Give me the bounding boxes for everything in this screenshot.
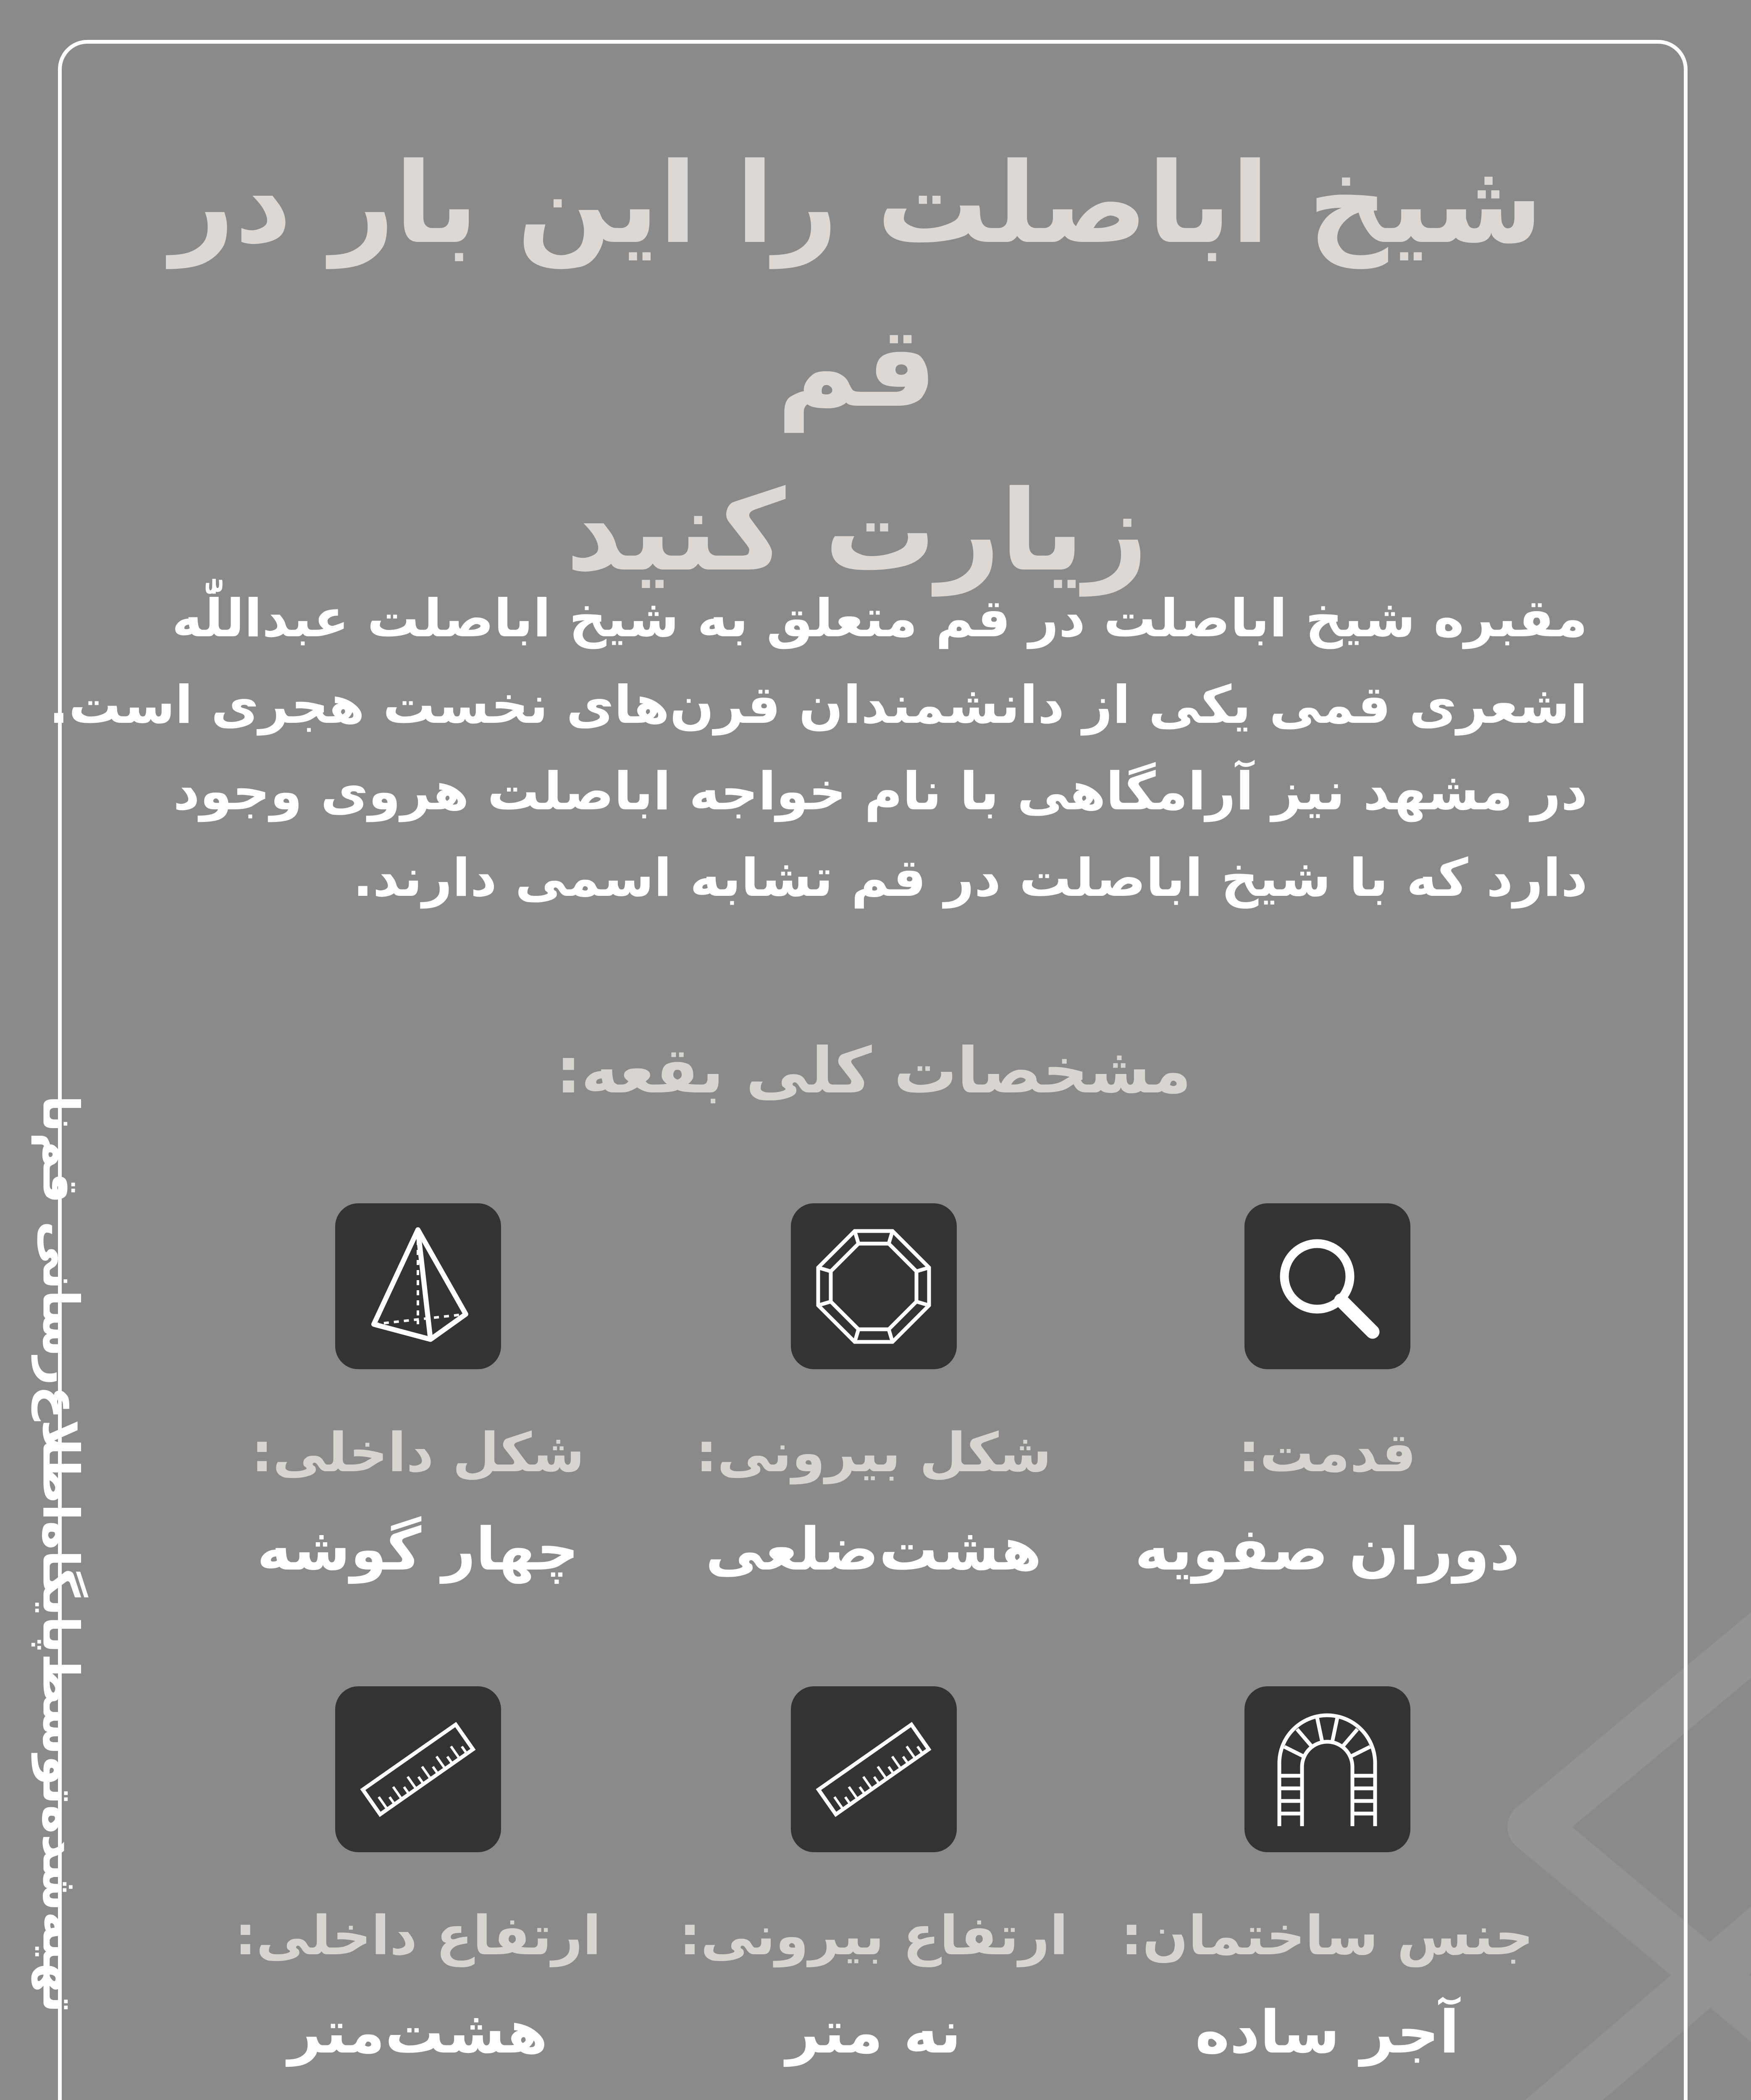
intro-line: در مشهد نیز آرامگاهی با نام خواجه اباصلت هروی وجود	[173, 761, 1588, 822]
spec-value: هشت‌متر	[288, 1998, 548, 2067]
spec-inner-shape	[208, 1203, 628, 1592]
spec-material	[1117, 1686, 1537, 2075]
pyramid-icon	[355, 1223, 481, 1349]
page-title	[109, 122, 1604, 613]
ruler-icon	[355, 1706, 481, 1832]
octagon-icon	[811, 1223, 937, 1349]
brick-arch-icon	[1264, 1706, 1390, 1832]
spec-value: دوران صفویه	[1134, 1515, 1520, 1584]
spec-outer-height	[664, 1686, 1084, 2075]
spec-icon-tile	[791, 1203, 957, 1369]
section-title: مشخصات کلی بقعه:	[556, 1034, 1192, 1108]
spec-age	[1117, 1203, 1537, 1592]
spec-label: شکل داخلی:	[251, 1422, 585, 1484]
spec-label: ارتفاع بیرونی:	[679, 1905, 1068, 1967]
spec-value: نه متر	[786, 1998, 961, 2067]
spec-label: جنس ساختمان:	[1121, 1905, 1534, 1967]
spec-outer-shape	[664, 1203, 1084, 1592]
intro-line: مقبره شیخ اباصلت در قم متعلق به شیخ اباصلت عبداللّٰه	[172, 588, 1588, 649]
spec-label: شکل بیرونی:	[696, 1422, 1052, 1484]
title-line-1: شیخ اباصلت را این بار در قم	[171, 139, 1543, 432]
spec-value: آجر ساده	[1195, 1998, 1460, 2067]
intro-line: دارد که با شیخ اباصلت در قم تشابه اسمی دارند.	[353, 848, 1588, 908]
side-credit	[19, 1092, 103, 2016]
side-credit-text: تهیه‌شده‌توسط‌پایگاه‌اطلاع‌رسانی قم‌نا	[32, 1095, 90, 2013]
spec-icon-tile	[1244, 1686, 1410, 1852]
spec-value: چهار گوشه	[257, 1515, 579, 1584]
spec-label: ارتفاع داخلی:	[234, 1905, 601, 1967]
spec-icon-tile	[335, 1686, 501, 1852]
spec-inner-height	[208, 1686, 628, 2075]
title-line-2: زیارت کنید	[565, 467, 1148, 596]
spec-label: قدمت:	[1238, 1422, 1416, 1484]
intro-line: اشعری قمی یکی از دانشمندان قرن‌های نخست هجری است.	[49, 675, 1588, 735]
intro-paragraph	[49, 575, 1588, 921]
spec-icon-tile	[791, 1686, 957, 1852]
ruler-icon	[811, 1706, 937, 1832]
spec-icon-tile	[1244, 1203, 1410, 1369]
magnifier-icon	[1264, 1223, 1390, 1349]
spec-icon-tile	[335, 1203, 501, 1369]
spec-value: هشت‌ضلعی	[705, 1515, 1042, 1584]
